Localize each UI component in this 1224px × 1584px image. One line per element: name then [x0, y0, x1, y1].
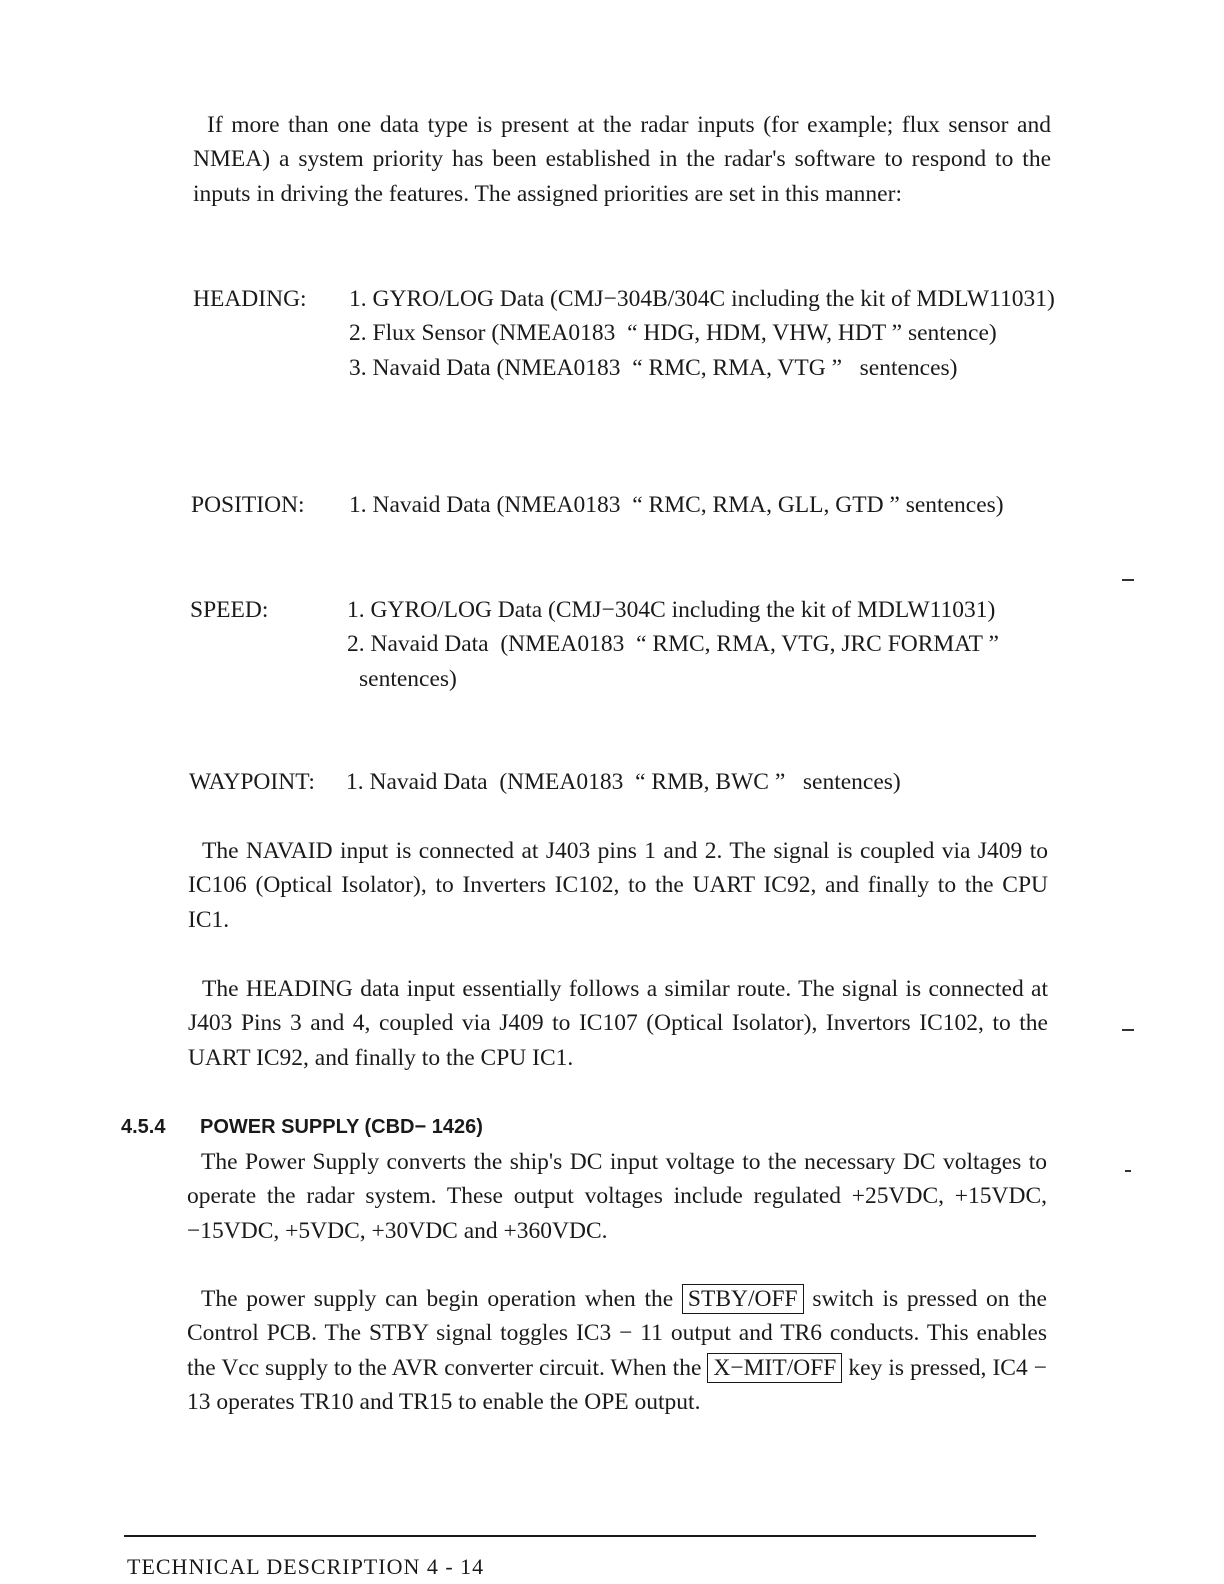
intro-paragraph: If more than one data type is present at the radar inputs (for example; flux sensor and NMEA) a system priority has been established in the radar's software to respond to the inputs in driving the features. The assigned priorities are set in this manner: [193, 112, 1051, 207]
priority-position-list [349, 488, 1069, 522]
priority-heading-item: 1. GYRO/LOG Data (CMJ−304B/304C including the kit of MDLW11031) [349, 286, 1055, 312]
power-supply-paragraph-2 [187, 1282, 1047, 1420]
power-text-part-1: The power supply can begin operation when the [201, 1286, 682, 1312]
priority-position-label: POSITION: [191, 492, 305, 518]
priority-speed-item: 2. Navaid Data (NMEA0183 “ RMC, RMA, VTG, JRC FORMAT ” sentences) [347, 631, 1011, 692]
heading-data-paragraph: The HEADING data input essentially follows a similar route. The signal is connected at J403 Pins 3 and 4, coupled via J409 to IC107 (Optical Isolator), Invertors IC102, to the UART IC92, and finally to the CPU IC1. [188, 976, 1048, 1071]
priority-speed-label: SPEED: [190, 597, 269, 623]
power-supply-paragraph-1: The Power Supply converts the ship's DC input voltage to the necessary DC voltages to operate the radar system. These output voltages include regulated +25VDC, +15VDC, −15VDC, +5VDC, +30VDC and +360VDC. [187, 1149, 1047, 1244]
power-text-part-2: switch is pressed on the Control PCB. The STBY signal toggles IC3 − 11 output and TR6 conducts. This enables the Vcc supply to the AVR converter circuit. When the [187, 1286, 1047, 1381]
scan-speck [1122, 579, 1134, 581]
priority-speed-item: 1. GYRO/LOG Data (CMJ−304C including the kit of MDLW11031) [347, 597, 996, 623]
priority-heading-item: 2. Flux Sensor (NMEA0183 “ HDG, HDM, VHW, HDT ” sentence) [349, 320, 997, 347]
priority-waypoint-item: 1. Navaid Data (NMEA0183 “ RMB, BWC ” sentences) [346, 769, 901, 795]
scan-speck [1125, 1170, 1131, 1172]
priority-heading-label: HEADING: [193, 286, 307, 312]
priority-heading-list [349, 282, 1069, 385]
xmit-off-key-label: X−MIT/OFF [707, 1353, 842, 1383]
priority-waypoint-list [346, 765, 1066, 799]
footer-divider [124, 1535, 1036, 1537]
priority-waypoint-label: WAYPOINT: [189, 769, 315, 795]
section-title: POWER SUPPLY (CBD− 1426) [200, 1116, 483, 1138]
priority-heading-item: 3. Navaid Data (NMEA0183 “ RMC, RMA, VTG ” sentences) [349, 354, 958, 381]
navaid-paragraph: The NAVAID input is connected at J403 pins 1 and 2. The signal is coupled via J409 to IC106 (Optical Isolator), to Inverters IC102, to the UART IC92, and finally to the CPU IC1. [188, 838, 1048, 933]
priority-position-item: 1. Navaid Data (NMEA0183 “ RMC, RMA, GLL, GTD ” sentences) [349, 492, 1004, 518]
scan-speck [1122, 1029, 1134, 1031]
page-footer: TECHNICAL DESCRIPTION 4 - 14 [127, 1554, 485, 1579]
priority-speed-list [347, 593, 1067, 696]
stby-off-key-label: STBY/OFF [682, 1284, 804, 1314]
section-number: 4.5.4 [121, 1116, 166, 1138]
power-text-part-3: key is pressed, IC4 − 13 operates TR10 and TR15 to enable the OPE output. [187, 1354, 1047, 1416]
section-heading [121, 1114, 483, 1140]
